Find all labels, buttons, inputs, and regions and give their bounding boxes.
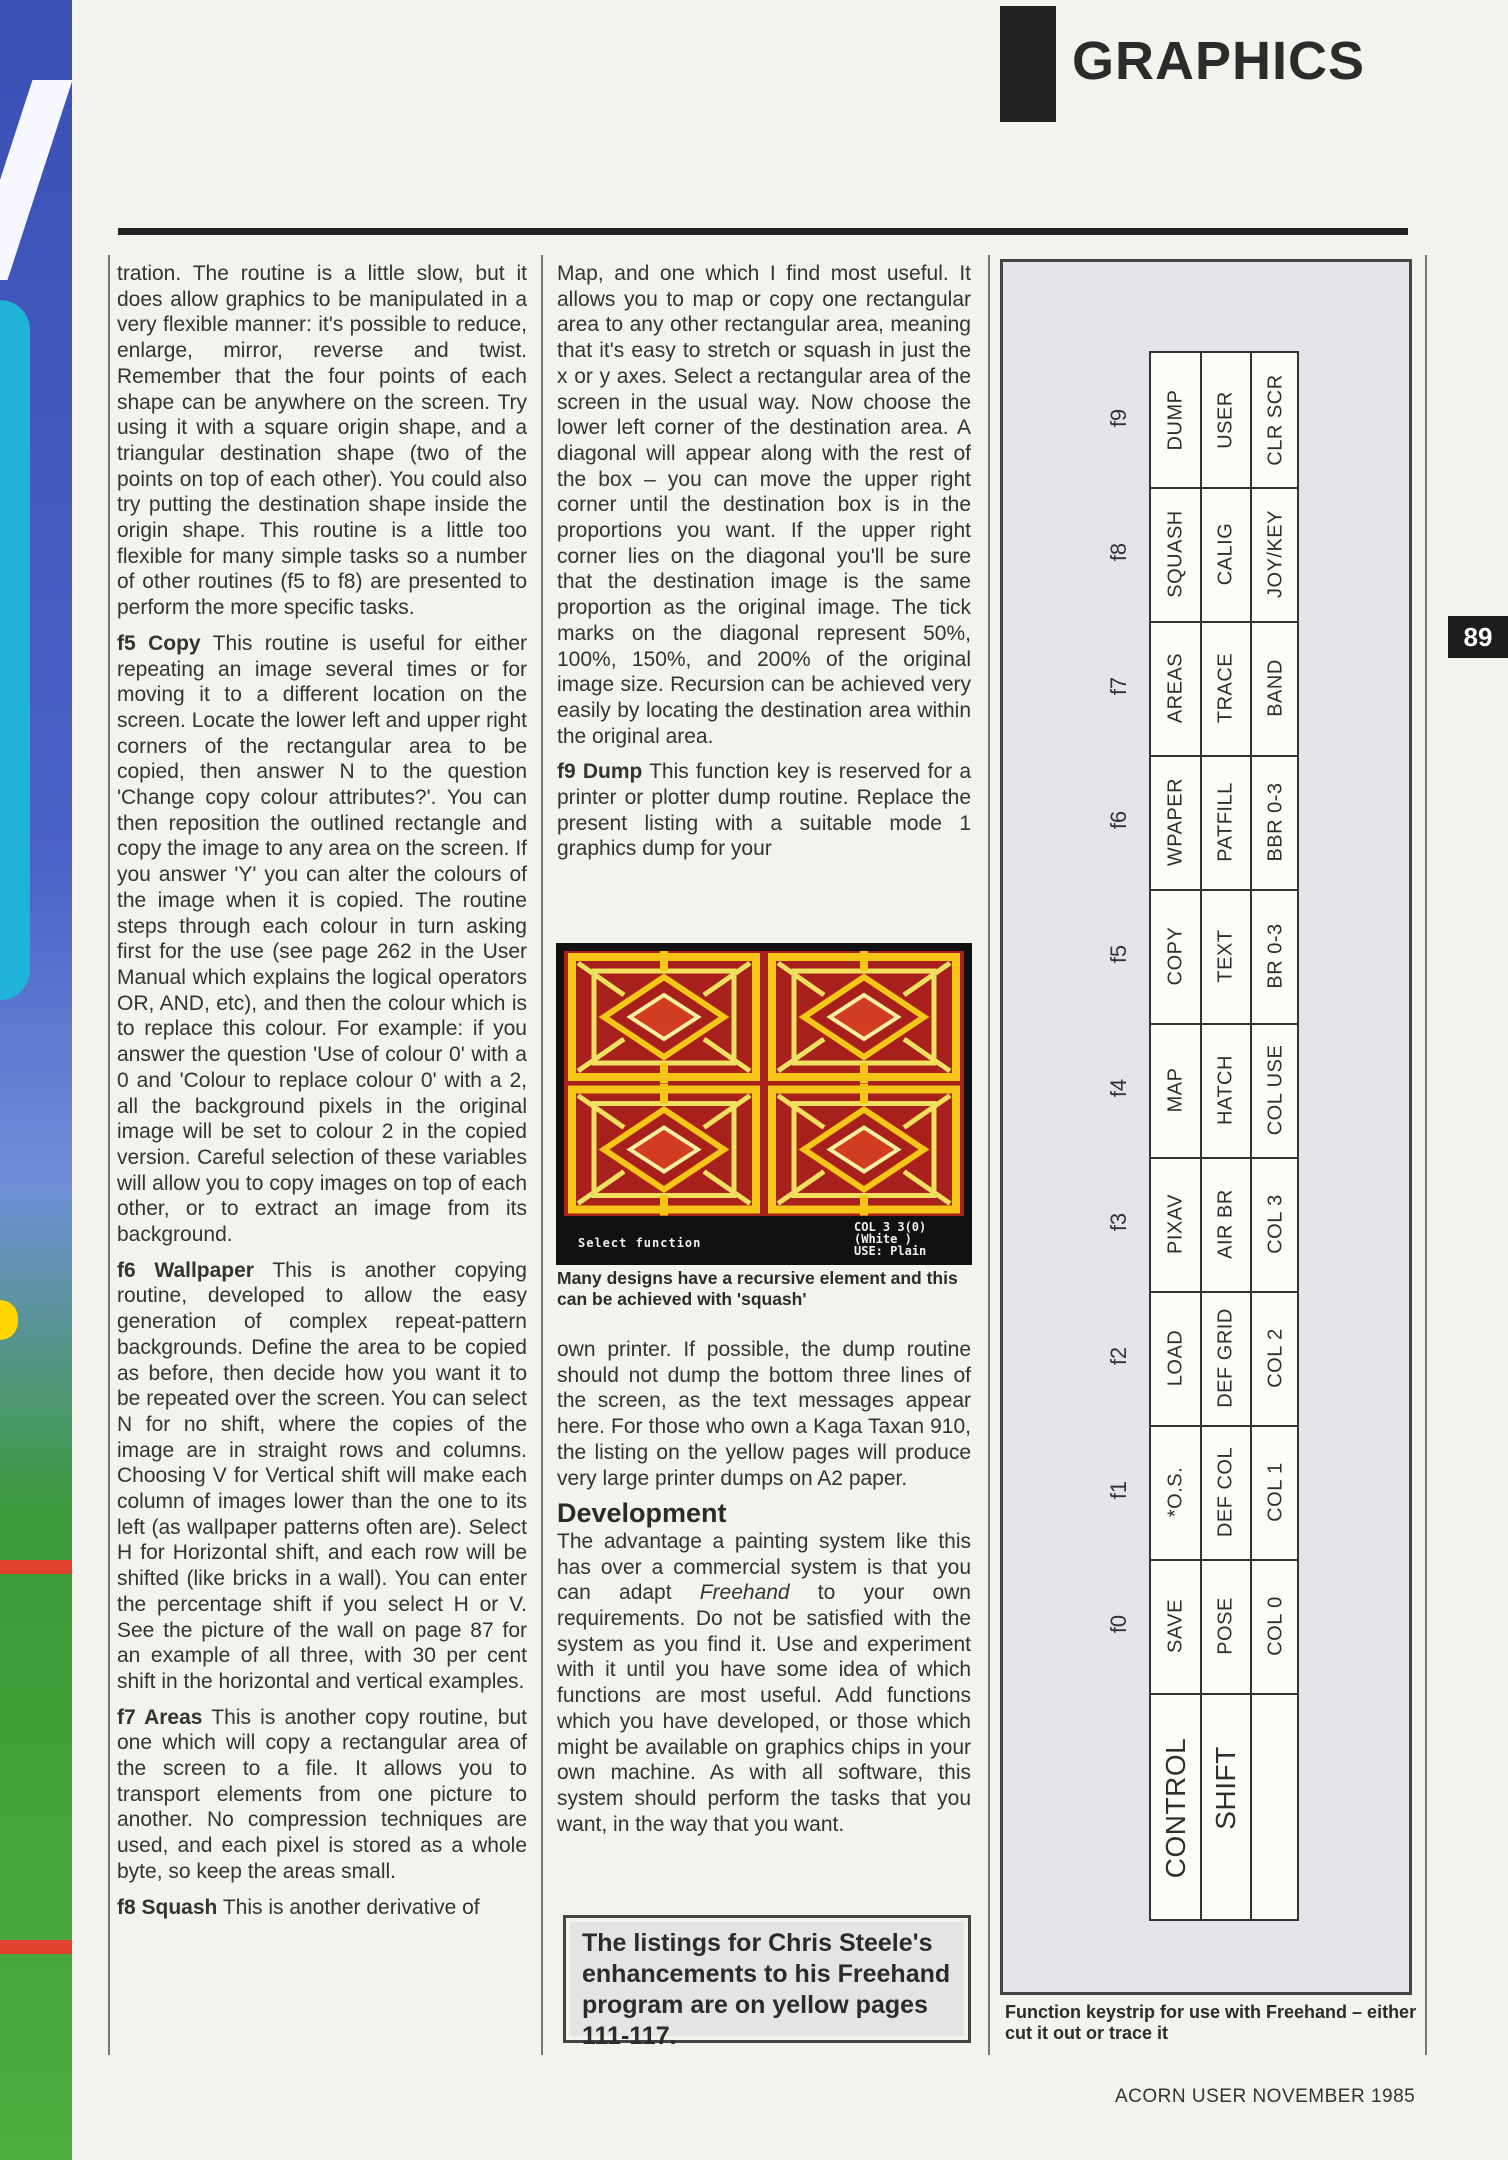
paragraph: [117, 1895, 527, 1921]
keystrip-cell: DEF GRID: [1214, 1308, 1237, 1408]
text-column-2: [557, 261, 971, 872]
keystrip-cell: BBR 0-3: [1264, 782, 1287, 862]
fkey-label: f9: [1106, 408, 1131, 428]
subheading: f5 Copy: [117, 631, 201, 655]
listings-note-text: The listings for Chris Steele's enhancements to his Freehand program are on yellow pages 111-117.: [570, 1922, 964, 2036]
status-label: Select function: [578, 1236, 702, 1250]
page-number-tab: 89: [1448, 616, 1508, 658]
keystrip-row-line: [1151, 889, 1297, 891]
keystrip-cell: AIR BR: [1214, 1189, 1237, 1259]
fkey-label: f4: [1106, 1078, 1131, 1098]
paragraph-text: This routine is useful for either repeating an image several times or for moving it to a different location on the screen. Locate the lower left and upper right corners of the rectangular area to be copied, then answer N to the question 'Change copy colour attributes?'. You can then reposition the outlined rectangle and copy the image to any area on the screen. If you answer 'Y' you can alter the colours of the image when it is copied. The routine steps through each colour in turn asking first for the use (see page 262 in the User Manual which explains the logical operators OR, AND, etc), and then the colour which is to replace this colour. For example: if you answer the question 'Use of colour 0' with a 0 and 'Colour to replace colour 0' with a 2, all the background pixels in the original image will be set to colour 2 in the copied version. Careful selection of these variables will allow you to copy images on top of each other, or to extract an image from its background.: [117, 631, 527, 1247]
paragraph-text: This is another copying routine, developed to allow the easy generation of complex repeat-pattern backgrounds. Define the area to be copied as before, then decide how you want it to be repeated over the screen. You can select N for no shift, where the copies of the image are in straight rows and columns. Choosing V for Vertical shift will make each column of images lower than the one to its left (as wallpaper patterns often are). Select H for Horizontal shift, and each row will be shifted (like bricks in a wall). You can enter the percentage shift if you select H or V. See the picture of the wall on page 87 for an example of all three, with 30 per cent shift in the horizontal and vertical examples.: [117, 1258, 527, 1693]
listings-note-box: [563, 1915, 971, 2050]
screen-status-line: [564, 1221, 964, 1259]
paragraph: Map, and one which I find most useful. It allows you to map or copy one rectangular area to any other rectangular area, meaning that it's easy to stretch or squash in just the x or y axes. Select a rectangular area of the screen in the usual way. Now choose the lower left corner of the destination area. A diagonal will appear along with the rest of the box – you can move the upper right corner until the destination box is in the proportions you want. If the upper right corner lies on the diagonal you'll be sure that the destination image is the same proportion as the original image. The tick marks on the diagonal represent 50%, 100%, 150%, and 200% of the original image size. Recursion can be achieved very easily by locating the destination area within the original area.: [557, 262, 971, 748]
paragraph: [557, 1529, 971, 1837]
figure-caption: Many designs have a recursive element and this can be achieved with 'squash': [557, 1268, 958, 1309]
keystrip-cell: JOY/KEY: [1264, 510, 1287, 598]
keystrip-cell: COL 2: [1264, 1328, 1287, 1388]
keystrip-cell: PIXAV: [1164, 1194, 1187, 1254]
text-column-1: [117, 261, 527, 1930]
fkey-label: f7: [1106, 676, 1131, 696]
fkey-label: f6: [1106, 810, 1131, 830]
keystrip-row-line: [1151, 1157, 1297, 1159]
paragraph: [117, 631, 527, 1248]
keystrip-cell: *O.S.: [1164, 1466, 1187, 1518]
keystrip-cell: AREAS: [1164, 652, 1187, 724]
paragraph-text: to your own requirements. Do not be satisfied with the system as you find it. Use and experiment with it until you have some idea of which functions are most useful. Add functions which you have developed, or those which might be available on graphics chips in your own machine. As with all software, this system should perform the tasks that you want, in the way that you want.: [557, 1581, 971, 1836]
keystrip-row-line: [1151, 1425, 1297, 1427]
keystrip-cell: POSE: [1214, 1597, 1237, 1655]
keystrip-cell: PATFILL: [1214, 782, 1237, 862]
section-heading: Development: [557, 1498, 727, 1529]
subheading: f9 Dump: [557, 760, 643, 784]
paragraph-text: This is another derivative of: [217, 1895, 480, 1919]
paragraph: [117, 1258, 527, 1695]
keystrip-cell: SQUASH: [1164, 510, 1187, 598]
keystrip-cell: LOAD: [1164, 1329, 1187, 1387]
keystrip-cell: COL 0: [1264, 1596, 1287, 1656]
keystrip-cell: WPAPER: [1164, 777, 1187, 867]
subheading: f7 Areas: [117, 1705, 203, 1729]
column-divider: [108, 255, 110, 2055]
keystrip-row-line: [1151, 1023, 1297, 1025]
keystrip-cell: DEF COL: [1214, 1446, 1237, 1538]
screenshot-figure: [556, 943, 972, 1265]
keystrip-caption: Function keystrip for use with Freehand – either cut it out or trace it: [1005, 2002, 1417, 2043]
keystrip-row-line: [1151, 1291, 1297, 1293]
section-title: GRAPHICS: [1072, 31, 1366, 91]
shift-label: SHIFT: [1210, 1746, 1241, 1830]
keystrip-row-line: [1151, 1693, 1297, 1695]
fkey-label: f5: [1106, 944, 1131, 964]
function-keystrip: [1149, 351, 1299, 1921]
recursive-pattern-image: [564, 951, 964, 1216]
keystrip-cell: COL 3: [1264, 1194, 1287, 1254]
header-block: [1000, 6, 1056, 122]
keystrip-cell: COL USE: [1264, 1044, 1287, 1136]
column-divider: [541, 255, 543, 2055]
keystrip-cell: TEXT: [1214, 929, 1237, 983]
text-column-2-continued: [557, 1337, 971, 1847]
fkey-label: f2: [1106, 1346, 1131, 1366]
control-label: CONTROL: [1160, 1737, 1191, 1879]
subheading: f6 Wallpaper: [117, 1258, 254, 1282]
keystrip-row-line: [1151, 487, 1297, 489]
keystrip-cell: DUMP: [1164, 389, 1187, 451]
keystrip-column-line: [1250, 353, 1252, 1919]
column-divider: [1425, 255, 1427, 2055]
fkey-label: f1: [1106, 1480, 1131, 1500]
subheading: f8 Squash: [117, 1895, 218, 1919]
page-footer: ACORN USER NOVEMBER 1985: [1115, 2086, 1416, 2107]
paragraph-text: This is another copy routine, but one which will copy a rectangular area of the screen to a file. It allows you to transport elements from one picture to another. No compression techniques are used, and each pixel is stored as a whole byte, so keep the areas small.: [117, 1705, 527, 1883]
keystrip-row-line: [1151, 1559, 1297, 1561]
status-info: COL 3 3(0) (White ) USE: Plain: [854, 1220, 927, 1258]
keystrip-cell: HATCH: [1214, 1055, 1237, 1125]
column-divider: [988, 255, 990, 2055]
keystrip-cell: BR 0-3: [1264, 923, 1287, 989]
header-rule: [118, 228, 1408, 235]
keystrip-row-line: [1151, 755, 1297, 757]
keystrip-column-line: [1200, 353, 1202, 1919]
keystrip-cell: MAP: [1164, 1067, 1187, 1113]
fkey-label: f3: [1106, 1212, 1131, 1232]
keystrip-cell: USER: [1214, 391, 1237, 449]
keystrip-cell: CALIG: [1214, 522, 1237, 586]
fkey-label: f0: [1106, 1614, 1131, 1634]
keystrip-row-line: [1151, 621, 1297, 623]
paragraph: own printer. If possible, the dump routine should not dump the bottom three lines of the screen, as the text messages appear here. For those who own a Kaga Taxan 910, the listing on the yellow pages will produce very large printer dumps on A2 paper.: [557, 1338, 971, 1490]
paragraph-text: This function key is reserved for a printer or plotter dump routine. Replace the present listing with a suitable mode 1 graphics dump for your: [557, 760, 972, 861]
fkey-label: f8: [1106, 542, 1131, 562]
keystrip-cell: TRACE: [1214, 652, 1237, 724]
paragraph-text: The advantage a painting system like this has over a commercial system is that you can adapt: [557, 1529, 971, 1605]
paragraph: tration. The routine is a little slow, but it does allow graphics to be manipulated in a very flexible manner: it's possible to reduce, enlarge, mirror, reverse and twist. Remember that the four points of each shape can be anywhere on the screen. Try using it with a square origin shape, and a triangular destination shape (two of the points on top of each other). You could also try putting the destination shape inside the origin shape. This routine is a little too flexible for many simple tasks so a number of other routines (f5 to f8) are presented to perform the more specific tasks.: [117, 262, 527, 620]
keystrip-cell: COL 1: [1264, 1462, 1287, 1522]
program-name: Freehand: [699, 1581, 790, 1605]
keystrip-cell: SAVE: [1164, 1599, 1187, 1653]
paragraph: [557, 759, 971, 862]
previous-page-edge: [0, 0, 72, 2160]
keystrip-cell: COPY: [1164, 926, 1187, 986]
keystrip-cell: BAND: [1264, 659, 1287, 717]
keystrip-cell: CLR SCR: [1264, 374, 1287, 466]
paragraph: [117, 1705, 527, 1885]
